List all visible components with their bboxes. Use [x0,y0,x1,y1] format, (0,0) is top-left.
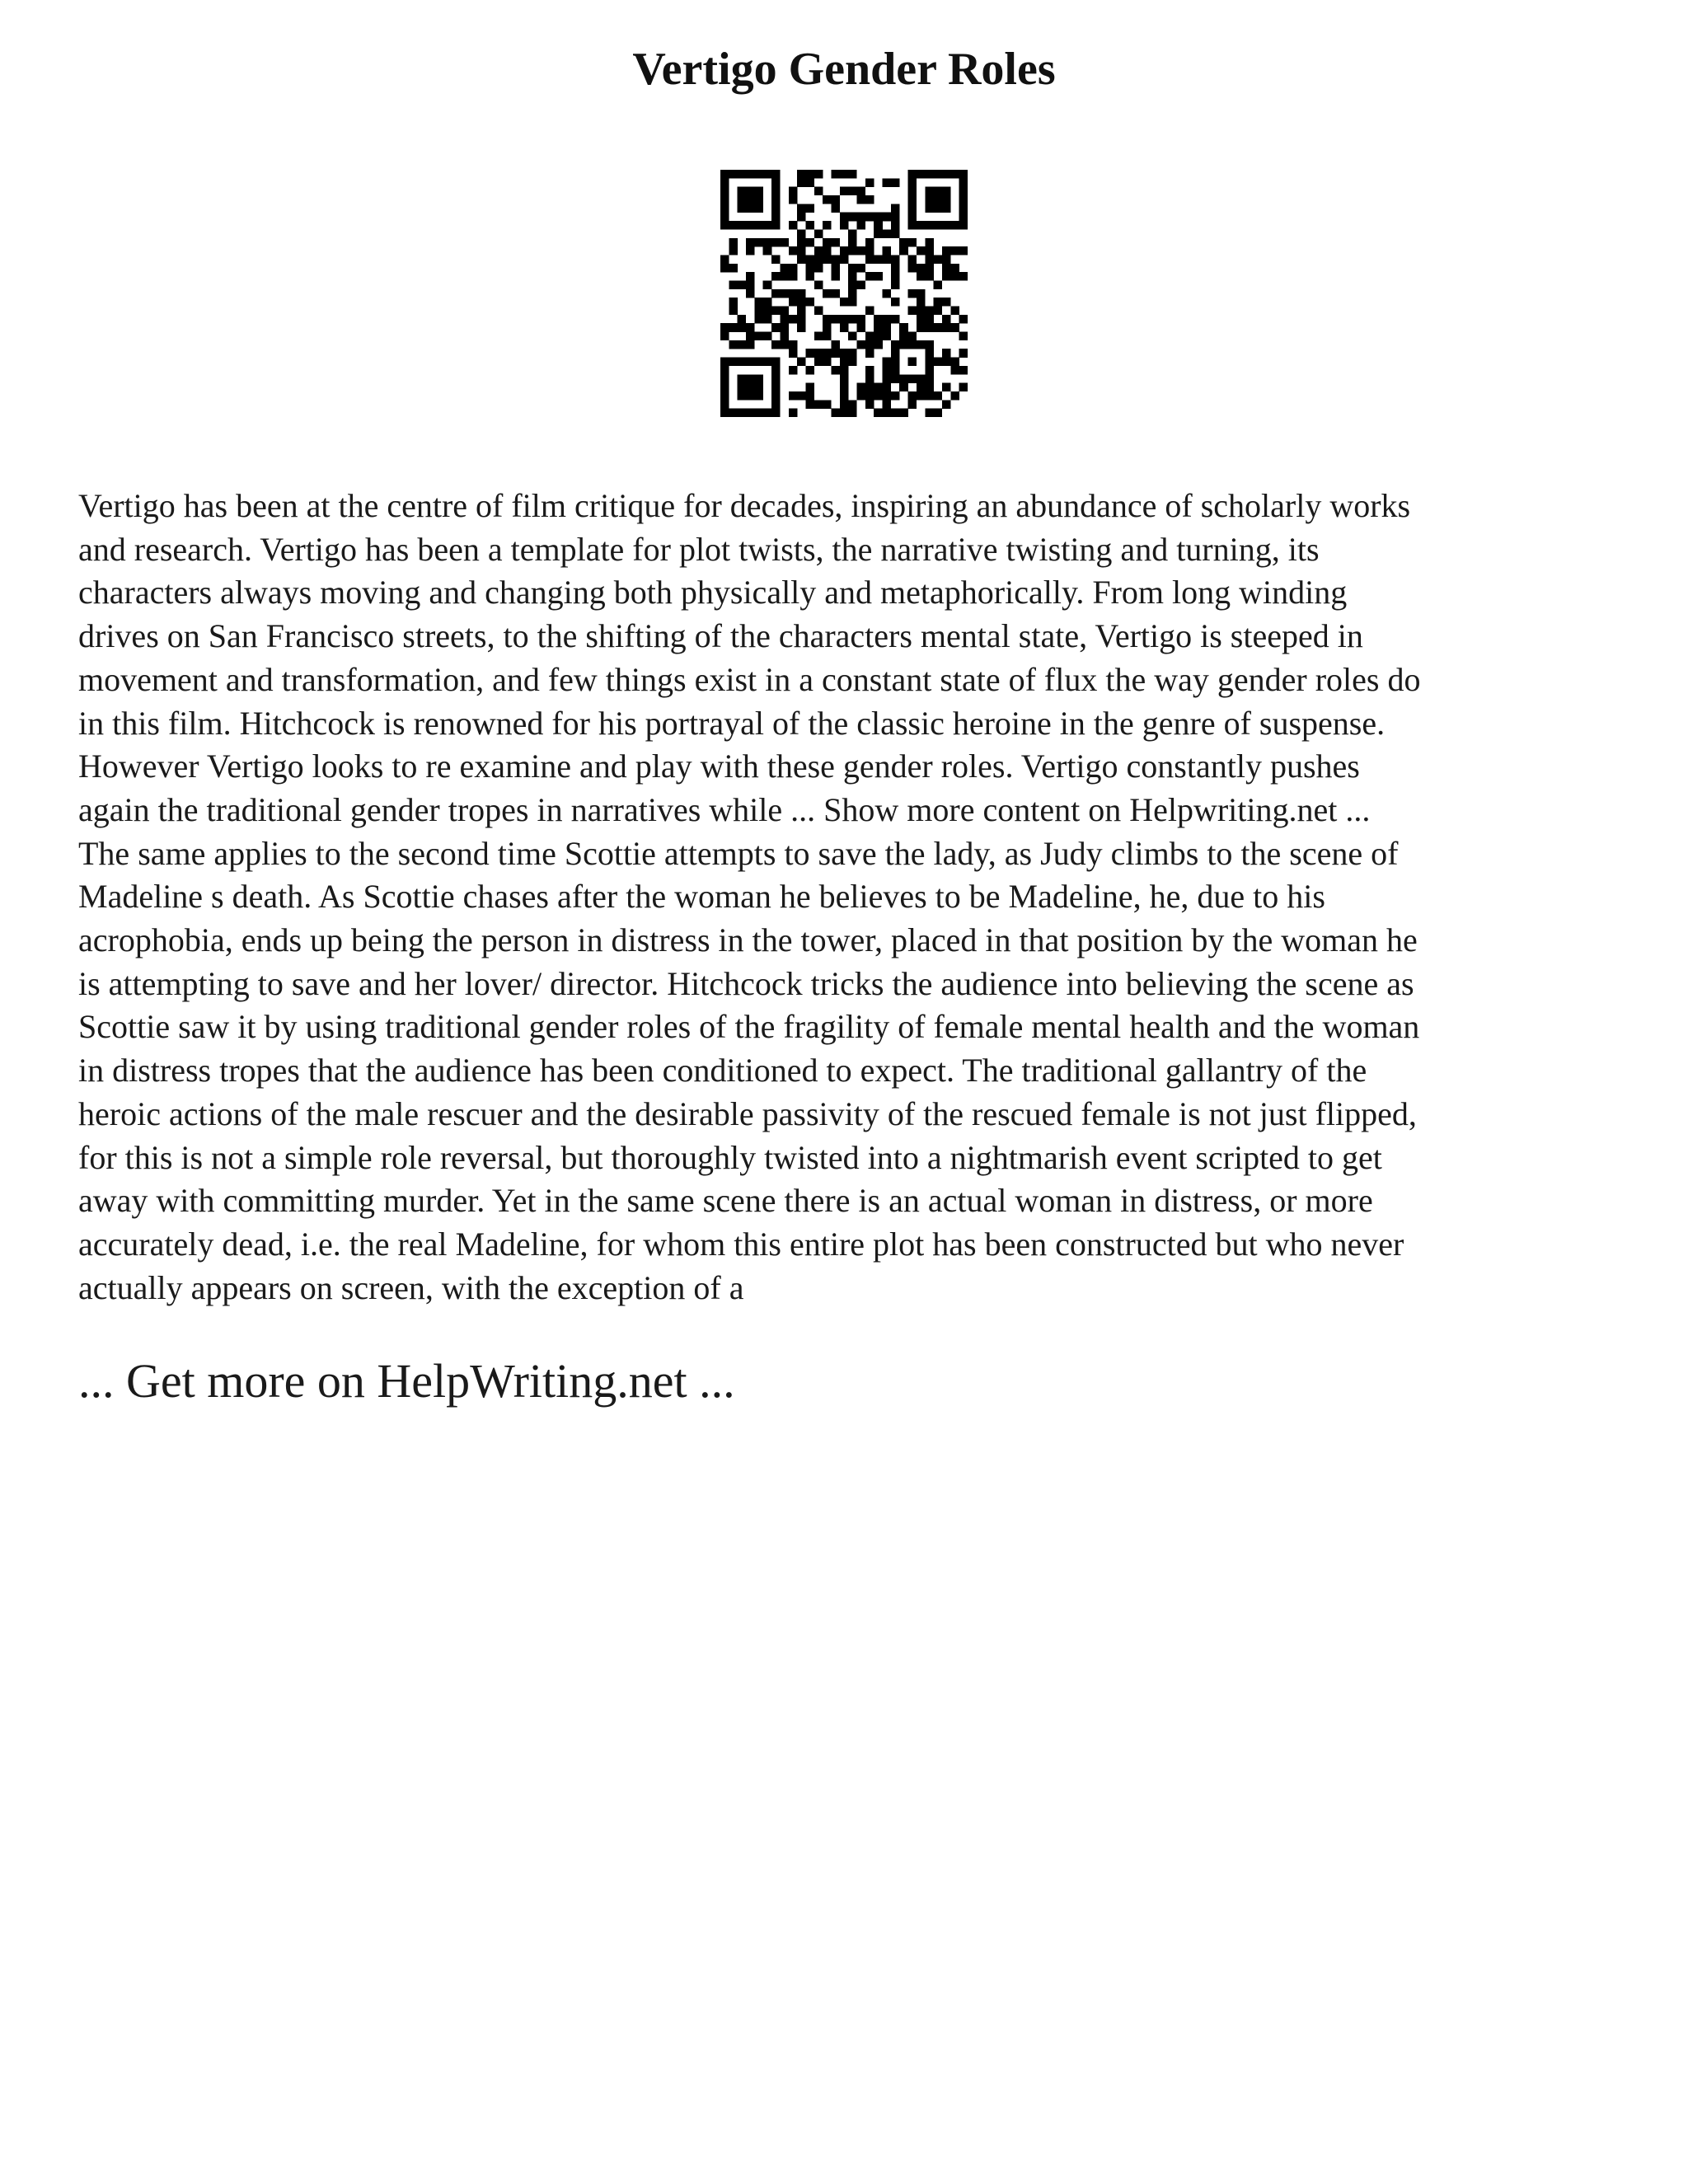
document-title: Vertigo Gender Roles [632,44,1056,95]
body-line: acrophobia, ends up being the person in distress in the tower, placed in that position by the woman he [78,921,1418,959]
body-line: and research. Vertigo has been a template for plot twists, the narrative twisting and turning, its [78,530,1320,568]
body-line: drives on San Francisco streets, to the shifting of the characters mental state, Vertigo is steeped in [78,617,1363,655]
body-line: for this is not a simple role reversal, but thoroughly twisted into a nightmarish event scripted to get [78,1138,1382,1176]
body-line: heroic actions of the male rescuer and the desirable passivity of the rescued female is not just flipped, [78,1094,1417,1132]
get-more-link[interactable]: ... Get more on HelpWriting.net ... [78,1354,735,1408]
body-line: again the traditional gender tropes in narratives while ... Show more content on Helpwriting.net ... [78,790,1371,828]
article-body [78,485,1620,1310]
body-line: movement and transformation, and few things exist in a constant state of flux the way gender roles do [78,660,1421,698]
body-line: accurately dead, i.e. the real Madeline, for whom this entire plot has been constructed but who never [78,1225,1404,1263]
body-line: is attempting to save and her lover/ director. Hitchcock tricks the audience into believing the scene as [78,964,1414,1002]
body-line: The same applies to the second time Scottie attempts to save the lady, as Judy climbs to the scene of [78,834,1399,872]
body-line: Madeline s death. As Scottie chases after the woman he believes to be Madeline, he, due to his [78,878,1325,916]
body-line: However Vertigo looks to re examine and play with these gender roles. Vertigo constantly pushes [78,748,1360,785]
body-line: in this film. Hitchcock is renowned for his portrayal of the classic heroine in the genre of suspense. [78,704,1386,742]
body-line: Scottie saw it by using traditional gender roles of the fragility of female mental health and the woman [78,1008,1420,1046]
body-line: characters always moving and changing both physically and metaphorically. From long winding [78,574,1348,612]
qr-code-icon [720,170,968,417]
body-line: actually appears on screen, with the exception of a [78,1268,744,1306]
body-line: Vertigo has been at the centre of film critique for decades, inspiring an abundance of scholarly works [78,487,1411,524]
body-line: away with committing murder. Yet in the same scene there is an actual woman in distress, or more [78,1182,1373,1220]
body-line: in distress tropes that the audience has been conditioned to expect. The traditional gallantry of the [78,1052,1367,1090]
